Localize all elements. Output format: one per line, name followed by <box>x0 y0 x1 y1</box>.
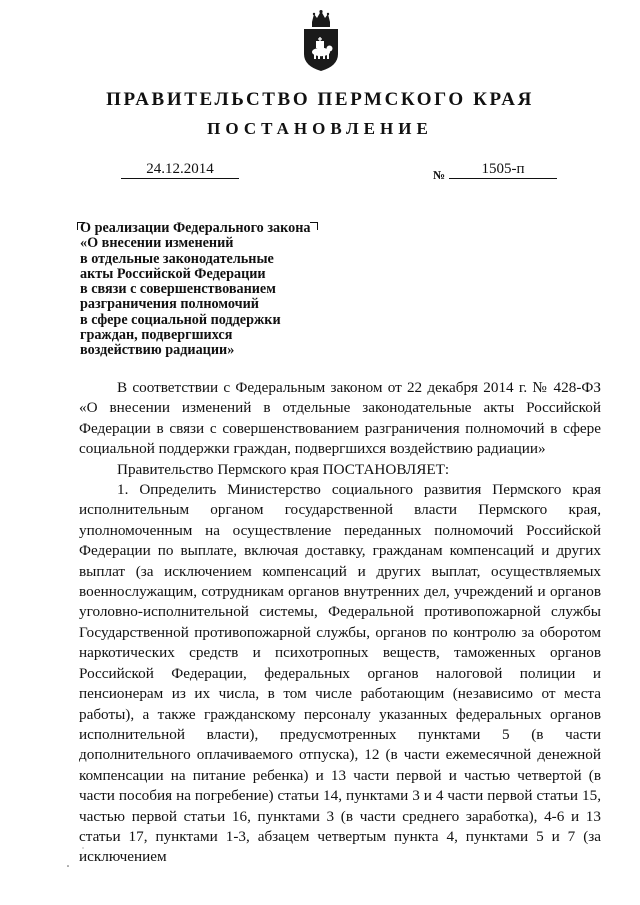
subject-line: в сфере социальной поддержки <box>80 311 281 328</box>
subject-line: воздействию радиации» <box>80 342 235 359</box>
number-sign: № <box>433 168 446 182</box>
subject-line: О реализации Федерального закона <box>80 220 311 236</box>
body-paragraph: В соответствии с Федеральным законом от 22 декабря 2014 г. № 428-ФЗ «О внесении изменений в отдельные законодательные акты Российской Федерации в связи с совершенствованием разграничения полномочий в сфере социальной поддержки граждан, подвергшихся воздействию радиации» <box>79 379 601 458</box>
subject-line: в отдельные законодательные <box>80 250 274 267</box>
subject-line: акты Российской Федерации <box>80 265 266 282</box>
document-number: 1505-п <box>449 160 557 179</box>
subject-line: «О внесении изменений <box>80 235 234 252</box>
subject-line: в связи с совершенствованием <box>80 281 276 298</box>
subject-line: граждан, подвергшихся <box>80 327 233 344</box>
government-name: ПРАВИТЕЛЬСТВО ПЕРМСКОГО КРАЯ <box>106 89 534 110</box>
body-paragraph: 1. Определить Министерство социального развития Пермского края исполнительным органом государственной власти Пермского края, уполномоченным на осуществление переданных полномочий Российской Федерации по выплате, включая доставку, гражданам компенсаций и других выплат (за исключением компенсаций и других выплат, осуществляемых военнослужащим, сотрудникам органов внутренних дел, учреждений и органов уголовно-исполнительной системы, Федеральной противопожарной службы Государственной противопожарной службы, органов по контролю за оборотом наркотических средств и психотропных веществ, таможенных органов Российской Федерации, федеральных органов налоговой полиции и пенсионерам из их числа, в том числе работающим (независимо от места работы), а также гражданскому персоналу указанных федеральных органов исполнительной власти), предусмотренных пунктами 5 (в части дополнительного оплачиваемого отпуска), 12 (в части ежемесячной денежной компенсации на питание ребенка) и 13 части первой и частью четвертой (в части пособия на погребение) статьи 14, пунктами 3 и 4 части первой статьи 15, частью первой статьи 16, пунктами 3 (в части среднего заработка), 4-6 и 13 статьи 17, пунктами 1-3, абзацем четвертым пункта 4, пунктами 5 и 7 (за исключением <box>79 481 601 866</box>
body-paragraph: Правительство Пермского края ПОСТАНОВЛЯЕТ: <box>117 460 450 478</box>
document-date: 24.12.2014 <box>121 160 239 179</box>
subject-line: разграничения полномочий <box>80 296 259 313</box>
document-type: ПОСТАНОВЛЕНИЕ <box>207 119 433 138</box>
